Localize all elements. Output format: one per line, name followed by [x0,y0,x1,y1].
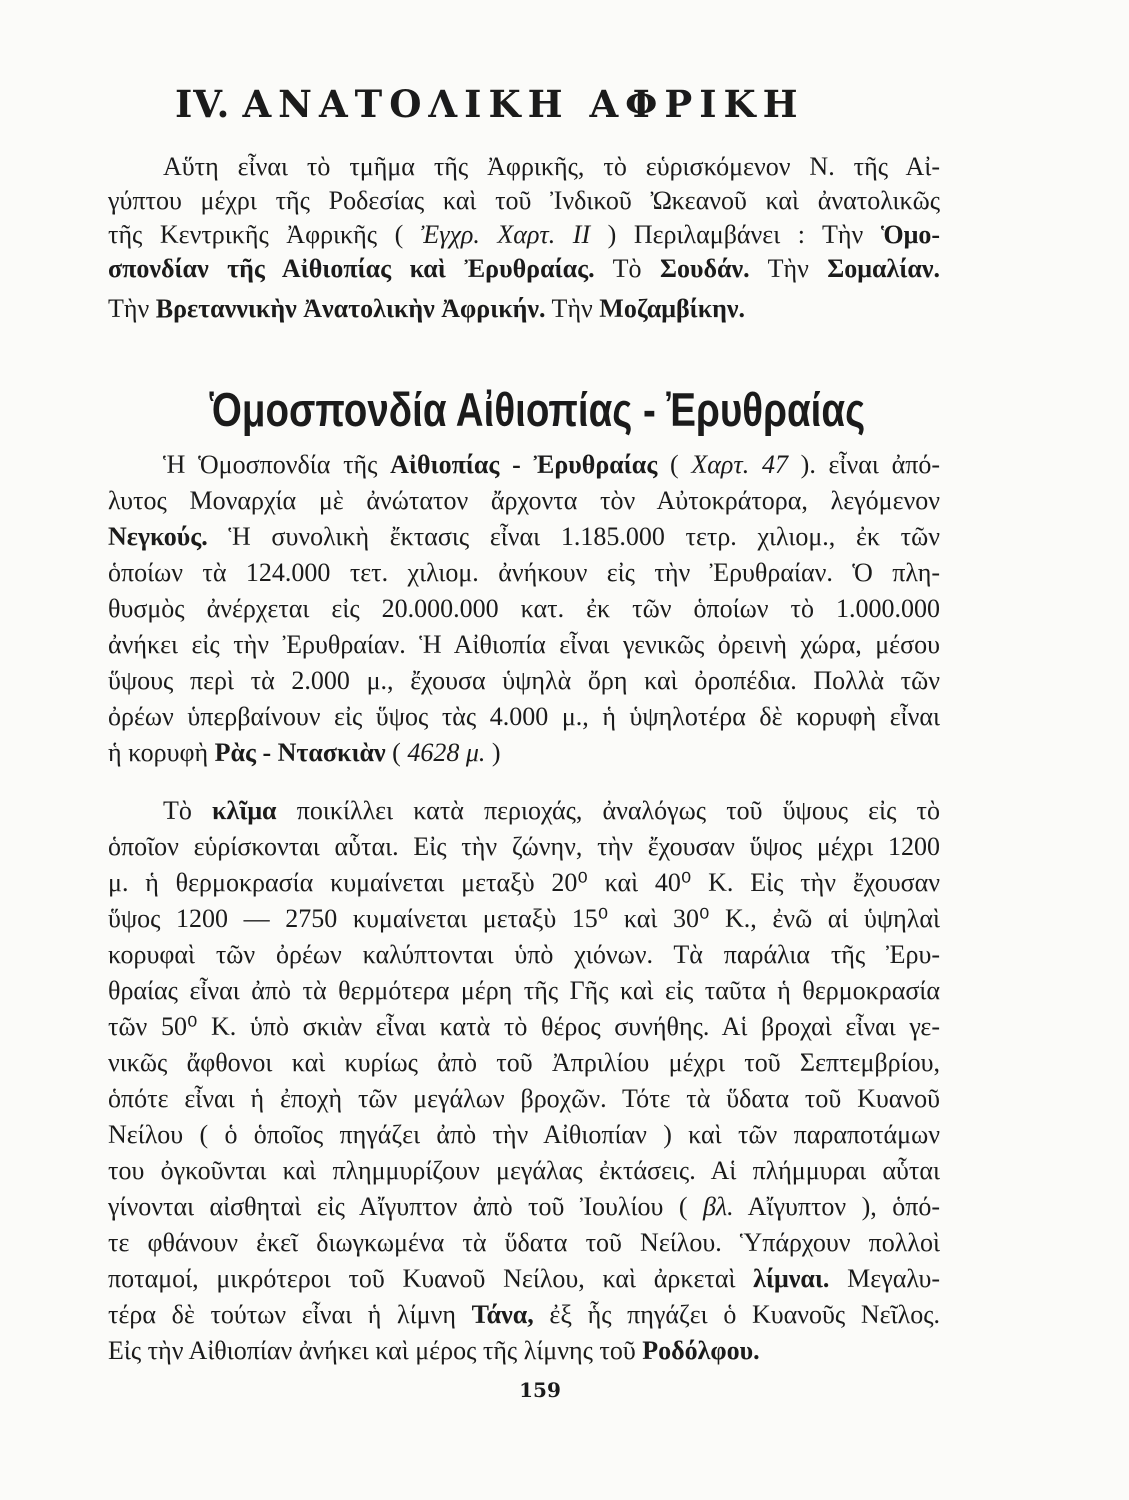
para1-line-1: Ἡ Ὁμοσπονδία τῆς Αἰθιοπίας - Ἐρυθραίας ( Χαρτ. 47 ). εἶναι ἀπό- [163,450,940,479]
intro-line-1: Αὕτη εἶναι τὸ τμῆμα τῆς Ἀφρικῆς, τὸ εὑρισκόμενον Ν. τῆς Αἰ- [163,152,940,181]
page-number: 159 [519,1378,561,1402]
para2-line-1: Τὸ κλῖμα ποικίλλει κατὰ περιοχάς, ἀναλόγως τοῦ ὕψους εἰς τὸ [163,796,940,825]
intro-line-2: γύπτου μέχρι τῆς Ροδεσίας καὶ τοῦ Ἰνδικοῦ Ὠκεανοῦ καὶ ἀνατολικῶς [108,186,940,215]
para1-line-6: ἀνήκει εἰς τὴν Ἐρυθραίαν. Ἡ Αἰθιοπία εἶναι γενικῶς ὀρεινὴ χώρα, μέσου [108,630,940,659]
para1-line-4: ὁποίων τὰ 124.000 τετ. χιλιομ. ἀνήκουν εἰς τὴν Ἐρυθραίαν. Ὁ πλη- [108,558,940,587]
para2-line-12: γίνονται αἰσθηταὶ εἰς Αἴγυπτον ἀπὸ τοῦ Ἰουλίου ( βλ. Αἴγυπτον ), ὁπό- [108,1192,940,1221]
para2-line-10: Νείλου ( ὁ ὁποῖος πηγάζει ἀπὸ τὴν Αἰθιοπίαν ) καὶ τῶν παραποτάμων [108,1120,940,1149]
chapter-heading [175,82,935,126]
para2-line-3: μ. ἡ θερμοκρασία κυμαίνεται μεταξὺ 20⁰ καὶ 40⁰ Κ. Εἰς τὴν ἔχουσαν [108,868,940,897]
para2-line-2: ὁποῖον εὑρίσκονται αὗται. Εἰς τὴν ζώνην, τὴν ἔχουσαν ὕψος μέχρι 1200 [108,832,940,861]
para2-line-16: Εἰς τὴν Αἰθιοπίαν ἀνήκει καὶ μέρος τῆς λίμνης τοῦ Ροδόλφου. [108,1336,760,1365]
para2-line-5: κορυφαὶ τῶν ὀρέων καλύπτονται ὑπὸ χιόνων. Τὰ παράλια τῆς Ἐρυ- [108,940,940,969]
chapter-title: ΑΝΑΤΟΛΙΚΗ ΑΦΡΙΚΗ [242,82,805,126]
section-title: Ὁμοσπονδία Αἰθιοπίας - Ἐρυθραίας [210,383,866,436]
para2-line-7: τῶν 50⁰ Κ. ὑπὸ σκιὰν εἶναι κατὰ τὸ θέρος συνήθης. Αἱ βροχαὶ εἶναι γε- [108,1012,940,1041]
intro-line-4: σπονδίαν τῆς Αἰθιοπίας καὶ Ἐρυθραίας. Τὸ Σουδάν. Τὴν Σομαλίαν. [108,254,941,283]
para1-line-8: ὀρέων ὑπερβαίνουν εἰς ὕψος τὰς 4.000 μ., ἡ ὑψηλοτέρα δὲ κορυφὴ εἶναι [108,702,940,731]
para1-line-9: ἡ κορυφὴ Ρὰς - Ντασκιὰν ( 4628 μ. ) [108,738,501,767]
para2-line-15: τέρα δὲ τούτων εἶναι ἡ λίμνη Τάνα, ἐξ ἧς πηγάζει ὁ Κυανοῦς Νεῖλος. [108,1300,941,1329]
para2-line-9: ὁπότε εἶναι ἡ ἐποχὴ τῶν μεγάλων βροχῶν. Τότε τὰ ὕδατα τοῦ Κυανοῦ [108,1084,940,1113]
para2-line-11: του ὀγκοῦνται καὶ πλημμυρίζουν μεγάλας ἐκτάσεις. Αἱ πλήμμυραι αὗται [108,1156,940,1185]
para1-line-2: λυτος Μοναρχία μὲ ἀνώτατον ἄρχοντα τὸν Αὐτοκράτορα, λεγόμενον [108,486,940,515]
para2-line-4: ὕψος 1200 — 2750 κυμαίνεται μεταξὺ 15⁰ καὶ 30⁰ Κ., ἐνῶ αἱ ὑψηλαὶ [108,904,940,933]
chapter-number: IV. [175,82,231,126]
intro-line-3: τῆς Κεντρικῆς Ἀφρικῆς ( Ἐγχρ. Χαρτ. II ) Περιλαμβάνει : Τὴν Ὁμο- [108,220,941,249]
para1-line-5: θυσμὸς ἀνέρχεται εἰς 20.000.000 κατ. ἐκ τῶν ὁποίων τὸ 1.000.000 [108,594,940,623]
intro-line-5: Τὴν Βρεταννικὴν Ἀνατολικὴν Ἀφρικήν. Τὴν Μοζαμβίκην. [108,294,746,323]
para2-line-8: νικῶς ἄφθονοι καὶ κυρίως ἀπὸ τοῦ Ἀπριλίου μέχρι τοῦ Σεπτεμβρίου, [108,1048,940,1077]
para2-line-13: τε φθάνουν ἐκεῖ διωγκωμένα τὰ ὕδατα τοῦ Νείλου. Ὑπάρχουν πολλοὶ [108,1228,940,1257]
para2-line-14: ποταμοί, μικρότεροι τοῦ Κυανοῦ Νείλου, καὶ ἀρκεταὶ λίμναι. Μεγαλυ- [108,1264,940,1293]
para2-line-6: θραίας εἶναι ἀπὸ τὰ θερμότερα μέρη τῆς Γῆς καὶ εἰς ταῦτα ἡ θερμοκρασία [108,976,940,1005]
para1-line-7: ὕψους περὶ τὰ 2.000 μ., ἔχουσα ὑψηλὰ ὄρη καὶ ὀροπέδια. Πολλὰ τῶν [108,666,940,695]
para1-line-3: Νεγκούς. Ἡ συνολικὴ ἔκτασις εἶναι 1.185.000 τετρ. χιλιομ., ἐκ τῶν [108,522,940,551]
